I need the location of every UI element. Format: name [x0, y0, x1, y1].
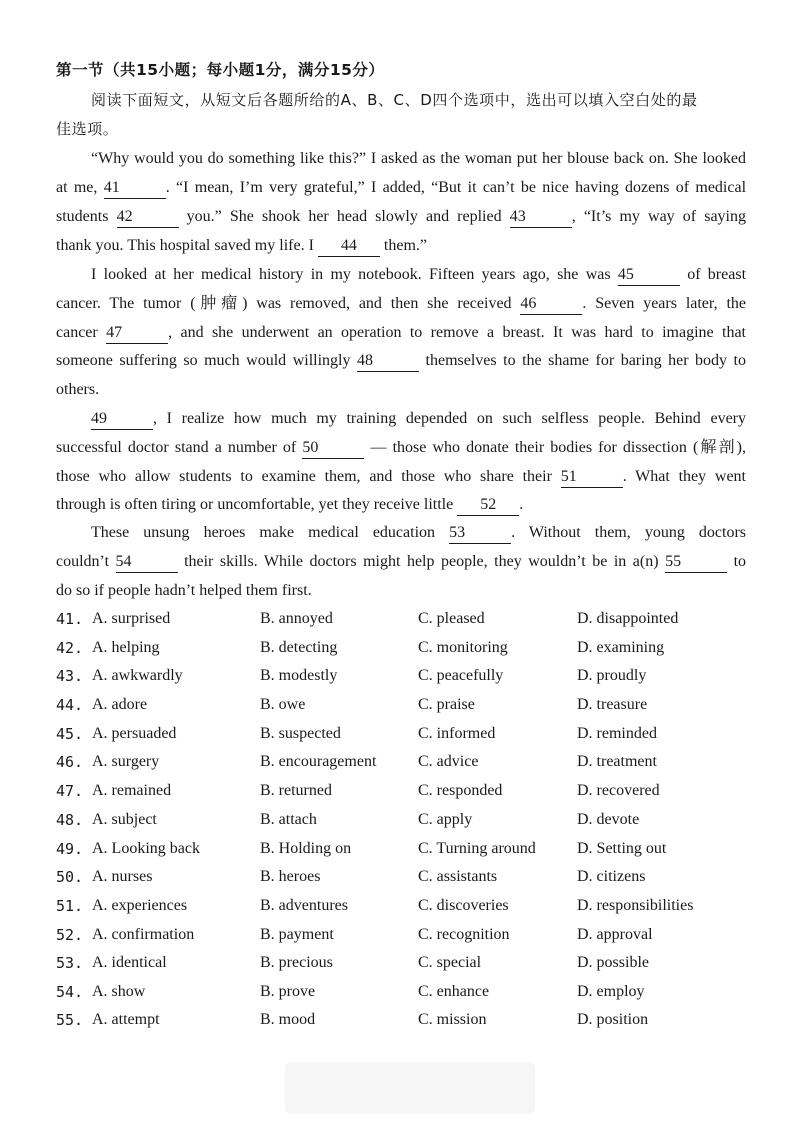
- passage-line: others.: [56, 381, 100, 398]
- text-segment: . Seven years later, the: [582, 295, 746, 312]
- question-number: 41.: [56, 610, 84, 628]
- option-c: C. informed: [418, 725, 496, 742]
- option-b: B. mood: [260, 1011, 316, 1028]
- option-d: D. treatment: [577, 753, 657, 770]
- options-row-49: [56, 835, 756, 863]
- option-b: B. precious: [260, 954, 333, 971]
- options-row-50: [56, 863, 756, 891]
- question-number: 55.: [56, 1011, 84, 1029]
- options-row-52: [56, 921, 756, 949]
- blank-52: 52: [457, 495, 519, 516]
- text-segment: them.”: [383, 237, 427, 254]
- option-c: C. recognition: [418, 926, 510, 943]
- option-b: B. heroes: [260, 868, 321, 885]
- question-number: 47.: [56, 782, 84, 800]
- passage-line: [56, 463, 746, 491]
- options-row-42: [56, 634, 756, 662]
- text-segment: cancer: [56, 324, 98, 341]
- instruction-line-2: 佳选项。: [56, 120, 119, 138]
- text-segment: of breast: [687, 266, 747, 283]
- passage-line: [56, 347, 746, 375]
- instruction-line-1: 阅读下面短文，从短文后各题所给的A、B、C、D四个选项中，选出可以填入空白处的最: [91, 91, 698, 109]
- question-number: 53.: [56, 954, 84, 972]
- section-heading: 第一节（共15小题；每小题1分，满分15分）: [56, 61, 385, 79]
- option-d: D. recovered: [577, 782, 660, 799]
- text-segment: themselves to the shame for baring her body to: [425, 352, 746, 369]
- options-row-44: [56, 691, 756, 719]
- blank-50: 50: [302, 438, 364, 459]
- options-row-48: [56, 806, 756, 834]
- blank-53: 53: [449, 523, 511, 544]
- option-d: D. possible: [577, 954, 649, 971]
- option-a: A. subject: [92, 811, 157, 828]
- options-row-53: [56, 949, 756, 977]
- text-segment: .: [519, 496, 524, 513]
- option-a: A. Looking back: [92, 840, 200, 857]
- option-b: B. adventures: [260, 897, 348, 914]
- text-segment: couldn’t: [56, 553, 110, 570]
- option-c: C. monitoring: [418, 639, 508, 656]
- blank-47: 47: [106, 323, 168, 344]
- option-b: B. detecting: [260, 639, 338, 656]
- option-a: A. surprised: [92, 610, 171, 627]
- passage-line: [56, 174, 746, 202]
- passage-line: [91, 261, 746, 289]
- option-a: A. awkwardly: [92, 667, 183, 684]
- blank-48: 48: [357, 351, 419, 372]
- text-segment: thank you. This hospital saved my life. I: [56, 237, 314, 254]
- scan-smudge: [285, 1062, 535, 1114]
- option-b: B. owe: [260, 696, 306, 713]
- text-segment: their skills. While doctors might help people, they wouldn’t be in a(n): [184, 553, 659, 570]
- option-c: C. assistants: [418, 868, 498, 885]
- option-d: D. disappointed: [577, 610, 679, 627]
- blank-44: 44: [318, 236, 380, 257]
- text-segment: These unsung heroes make medical education: [91, 524, 436, 541]
- option-a: A. persuaded: [92, 725, 177, 742]
- text-segment: . “I mean, I’m very grateful,” I added, “But it can’t be nice having dozens of medical: [165, 179, 747, 196]
- blank-43: 43: [510, 207, 572, 228]
- option-c: C. peacefully: [418, 667, 504, 684]
- options-row-45: [56, 720, 756, 748]
- blank-41: 41: [104, 178, 166, 199]
- text-segment: I looked at her medical history in my notebook. Fifteen years ago, she was: [91, 266, 611, 283]
- options-row-55: [56, 1006, 756, 1034]
- blank-49: 49: [91, 409, 153, 430]
- text-segment: — those who donate their bodies for dissection (解剖),: [370, 439, 746, 456]
- question-number: 49.: [56, 840, 84, 858]
- option-a: A. confirmation: [92, 926, 195, 943]
- options-row-41: [56, 605, 756, 633]
- option-d: D. devote: [577, 811, 640, 828]
- option-a: A. adore: [92, 696, 148, 713]
- option-c: C. responded: [418, 782, 503, 799]
- text-segment: to: [733, 553, 747, 570]
- option-c: C. discoveries: [418, 897, 509, 914]
- question-number: 46.: [56, 753, 84, 771]
- text-segment: someone suffering so much would willingly: [56, 352, 351, 369]
- option-d: D. examining: [577, 639, 665, 656]
- question-number: 43.: [56, 667, 84, 685]
- text-segment: at me,: [56, 179, 98, 196]
- question-number: 44.: [56, 696, 84, 714]
- blank-42: 42: [117, 207, 179, 228]
- text-segment: . Without them, young doctors: [511, 524, 746, 541]
- passage-line: [56, 319, 746, 347]
- passage-line: “Why would you do something like this?” I asked as the woman put her blouse back on. She looked: [91, 150, 746, 167]
- option-c: C. advice: [418, 753, 479, 770]
- text-segment: through is often tiring or uncomfortable, yet they receive little: [56, 496, 454, 513]
- option-d: D. proudly: [577, 667, 647, 684]
- question-number: 54.: [56, 983, 84, 1001]
- option-a: A. remained: [92, 782, 172, 799]
- option-b: B. suspected: [260, 725, 341, 742]
- option-a: A. attempt: [92, 1011, 160, 1028]
- text-segment: those who allow students to examine them, and those who share their: [56, 468, 552, 485]
- text-segment: successful doctor stand a number of: [56, 439, 297, 456]
- option-d: D. citizens: [577, 868, 646, 885]
- option-d: D. approval: [577, 926, 653, 943]
- option-c: C. praise: [418, 696, 475, 713]
- options-row-43: [56, 662, 756, 690]
- passage-line: [56, 491, 746, 519]
- text-segment: . What they went: [622, 468, 746, 485]
- option-c: C. mission: [418, 1011, 487, 1028]
- passage-line: [56, 548, 746, 576]
- question-number: 45.: [56, 725, 84, 743]
- option-d: D. reminded: [577, 725, 657, 742]
- blank-51: 51: [561, 467, 623, 488]
- option-a: A. show: [92, 983, 146, 1000]
- blank-55: 55: [665, 552, 727, 573]
- options-row-47: [56, 777, 756, 805]
- question-number: 52.: [56, 926, 84, 944]
- option-b: B. attach: [260, 811, 317, 828]
- text-segment: students: [56, 208, 109, 225]
- option-b: B. encouragement: [260, 753, 377, 770]
- options-row-54: [56, 978, 756, 1006]
- option-b: B. modestly: [260, 667, 338, 684]
- option-d: D. responsibilities: [577, 897, 694, 914]
- option-d: D. employ: [577, 983, 645, 1000]
- question-number: 42.: [56, 639, 84, 657]
- option-d: D. Setting out: [577, 840, 667, 857]
- option-b: B. payment: [260, 926, 334, 943]
- option-a: A. nurses: [92, 868, 153, 885]
- option-c: C. Turning around: [418, 840, 536, 857]
- option-a: A. helping: [92, 639, 160, 656]
- option-b: B. Holding on: [260, 840, 352, 857]
- text-segment: cancer. The tumor (肿瘤) was removed, and then she received: [56, 295, 512, 312]
- passage-line: do so if people hadn’t helped them first.: [56, 582, 312, 599]
- option-c: C. pleased: [418, 610, 485, 627]
- blank-45: 45: [618, 265, 680, 286]
- text-segment: you.” She shook her head slowly and replied: [186, 208, 502, 225]
- option-c: C. special: [418, 954, 482, 971]
- passage-line: [91, 405, 746, 433]
- text-segment: , and she underwent an operation to remove a breast. It was hard to imagine that: [168, 324, 746, 341]
- passage-line: [91, 519, 746, 547]
- options-row-51: [56, 892, 756, 920]
- option-d: D. treasure: [577, 696, 648, 713]
- option-c: C. apply: [418, 811, 473, 828]
- question-number: 48.: [56, 811, 84, 829]
- option-b: B. returned: [260, 782, 332, 799]
- text-segment: , “It’s my way of saying: [571, 208, 746, 225]
- option-a: A. experiences: [92, 897, 188, 914]
- passage-line: [56, 232, 746, 260]
- option-b: B. prove: [260, 983, 316, 1000]
- option-a: A. identical: [92, 954, 167, 971]
- text-segment: , I realize how much my training depended on such selfless people. Behind every: [153, 410, 746, 427]
- question-number: 50.: [56, 868, 84, 886]
- blank-46: 46: [520, 294, 582, 315]
- passage-line: [56, 434, 746, 462]
- option-b: B. annoyed: [260, 610, 333, 627]
- option-c: C. enhance: [418, 983, 490, 1000]
- passage-line: [56, 290, 746, 318]
- question-number: 51.: [56, 897, 84, 915]
- option-d: D. position: [577, 1011, 649, 1028]
- blank-54: 54: [116, 552, 178, 573]
- options-row-46: [56, 748, 756, 776]
- passage-line: [56, 203, 746, 231]
- option-a: A. surgery: [92, 753, 160, 770]
